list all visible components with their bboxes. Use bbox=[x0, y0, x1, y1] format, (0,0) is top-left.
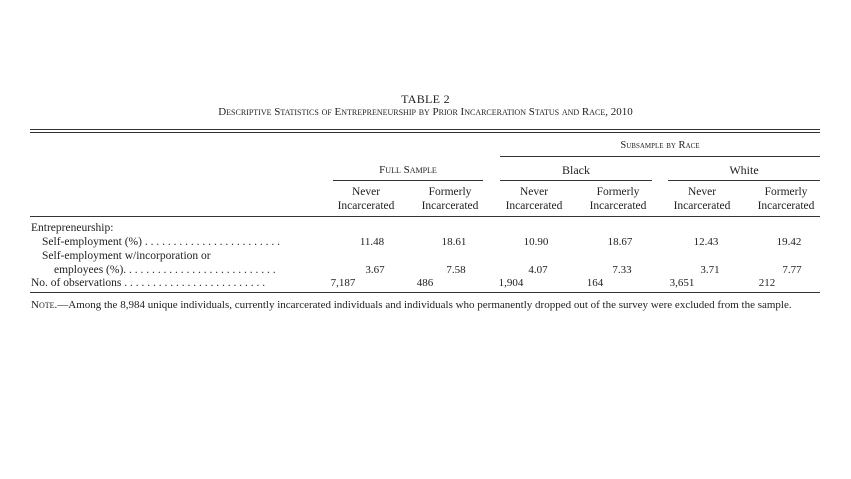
cell-self-employment-inc: 7.58 bbox=[446, 264, 466, 276]
cell-observations: 3,651 bbox=[669, 277, 695, 289]
cell-observations: 7,187 bbox=[330, 277, 356, 289]
cell-self-employment: 12.43 bbox=[693, 236, 719, 248]
white-rule bbox=[668, 180, 820, 181]
cell-self-employment-inc: 7.33 bbox=[612, 264, 632, 276]
column-header-line1: Formerly bbox=[596, 186, 640, 198]
subsample-rule bbox=[500, 156, 820, 157]
column-header-line1: Never bbox=[519, 186, 549, 198]
column-header bbox=[751, 185, 821, 213]
cell-observations: 212 bbox=[758, 277, 776, 289]
group-header-black: Black bbox=[562, 163, 590, 177]
column-header bbox=[333, 185, 399, 213]
column-header-line2: Incarcerated bbox=[337, 200, 395, 212]
note-label: Note. bbox=[31, 299, 58, 311]
column-header-line1: Never bbox=[351, 186, 381, 198]
table-subtitle: Descriptive Statistics of Entrepreneurship by Prior Incarceration Status and Race, 2010 bbox=[218, 106, 633, 118]
bottom-rule bbox=[30, 292, 820, 293]
cell-self-employment: 10.90 bbox=[523, 236, 549, 248]
header-rule bbox=[30, 216, 820, 217]
black-rule bbox=[500, 180, 652, 181]
column-header-line2: Incarcerated bbox=[757, 200, 815, 212]
group-header-white: White bbox=[729, 163, 759, 177]
cell-self-employment-inc: 4.07 bbox=[528, 264, 548, 276]
cell-self-employment-inc: 3.71 bbox=[700, 264, 720, 276]
cell-observations: 486 bbox=[416, 277, 434, 289]
top-rule-1 bbox=[30, 129, 820, 130]
cell-self-employment: 18.61 bbox=[441, 236, 467, 248]
column-header bbox=[667, 185, 737, 213]
cell-observations: 164 bbox=[586, 277, 604, 289]
cell-self-employment-inc: 7.77 bbox=[782, 264, 802, 276]
row-label-entrepreneurship: Entrepreneurship: bbox=[31, 222, 114, 234]
row-label-observations: No. of observations . . . . . . . . . . . . . . . . . . . . . . . . . bbox=[31, 277, 266, 289]
column-header-line2: Incarcerated bbox=[673, 200, 731, 212]
column-header-line1: Never bbox=[687, 186, 717, 198]
table-title: TABLE 2 bbox=[401, 92, 450, 106]
group-header-full-sample: Full Sample bbox=[379, 164, 437, 176]
cell-self-employment: 19.42 bbox=[776, 236, 802, 248]
row-label-self-employment-inc-2: employees (%). . . . . . . . . . . . . . . . . . . . . . . . . . . bbox=[54, 264, 276, 276]
column-header bbox=[499, 185, 569, 213]
row-label-self-employment: Self-employment (%) . . . . . . . . . . . . . . . . . . . . . . . . bbox=[42, 236, 280, 248]
cell-self-employment: 18.67 bbox=[607, 236, 633, 248]
column-header-line2: Incarcerated bbox=[421, 200, 479, 212]
table-note bbox=[31, 298, 819, 313]
cell-observations: 1,904 bbox=[498, 277, 524, 289]
cell-self-employment: 11.48 bbox=[359, 236, 385, 248]
column-header-line2: Incarcerated bbox=[589, 200, 647, 212]
column-header bbox=[583, 185, 653, 213]
group-header-subsample: Subsample by Race bbox=[620, 140, 700, 151]
column-header bbox=[415, 185, 485, 213]
note-text: —Among the 8,984 unique individuals, currently incarcerated individuals and individuals who permanently dropped out of the survey were excluded from the sample. bbox=[57, 299, 792, 311]
full-sample-rule bbox=[333, 180, 483, 181]
column-header-line1: Formerly bbox=[428, 186, 472, 198]
top-rule-2 bbox=[30, 132, 820, 133]
column-header-line2: Incarcerated bbox=[505, 200, 563, 212]
row-label-self-employment-inc-1: Self-employment w/incorporation or bbox=[42, 250, 211, 262]
column-header-line1: Formerly bbox=[764, 186, 808, 198]
cell-self-employment-inc: 3.67 bbox=[365, 264, 385, 276]
